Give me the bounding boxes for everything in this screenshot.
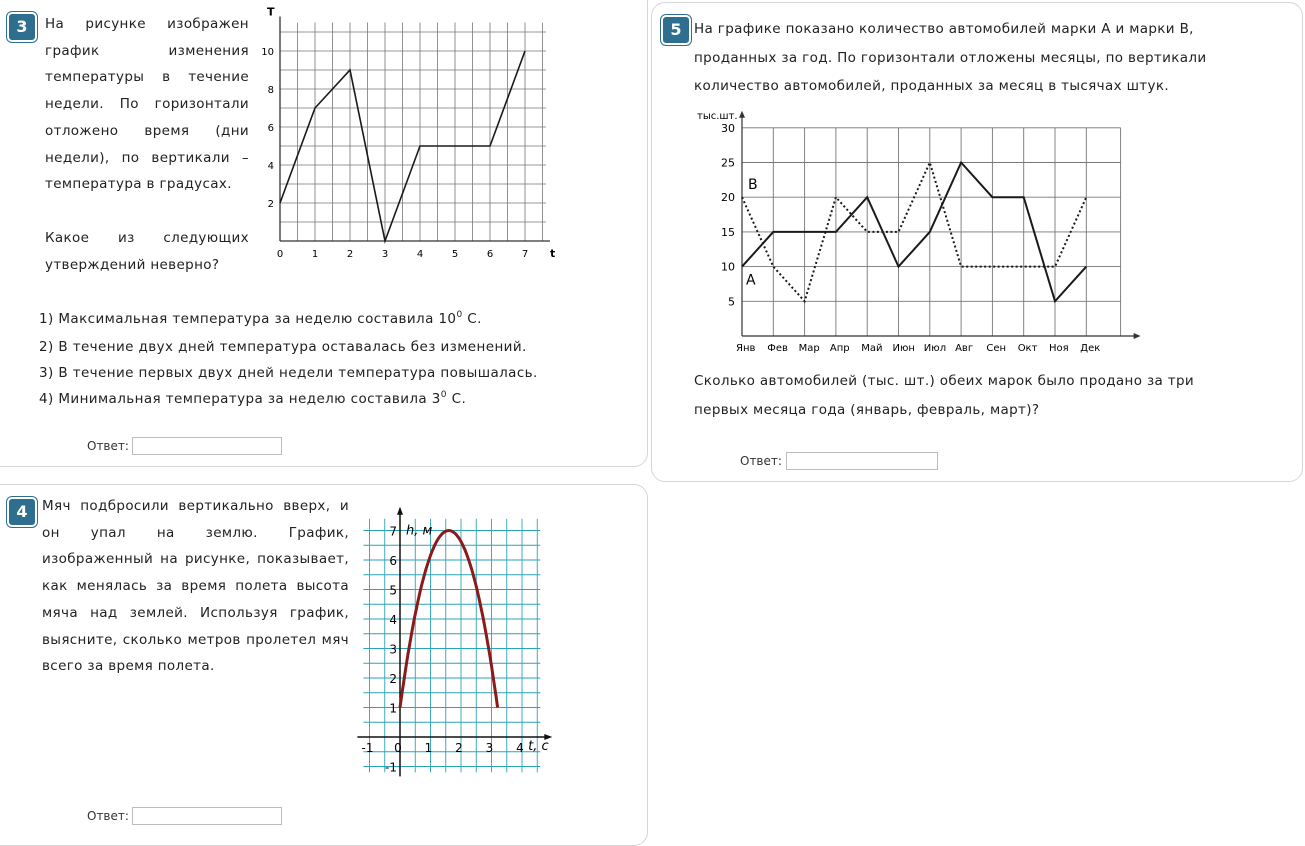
task-3-number: 3: [7, 12, 37, 42]
y-tick-label: 7: [389, 524, 397, 539]
task-5-answer-input[interactable]: [786, 452, 938, 470]
y-tick-label: 10: [261, 47, 274, 58]
temperature-chart: [261, 5, 562, 264]
text-line: он упал на землю. График,: [42, 524, 349, 541]
text-line: изображенный на рисунке, показывает,: [42, 551, 349, 568]
x-tick-label: 1: [424, 741, 433, 755]
series-a-label: A: [746, 272, 756, 289]
text-line: На рисунке изображен: [45, 16, 249, 32]
text-line: На графике показано количество автомобилей марки А и марки В,: [694, 21, 1194, 37]
y-tick-label: 10: [721, 260, 735, 274]
task-3-answer-label: Ответ:: [87, 439, 129, 453]
text-line: температуры в течение: [45, 69, 249, 86]
y-tick-label: 15: [721, 225, 735, 239]
text-line: проданных за год. По горизонтали отложены месяцы, по вертикали: [694, 49, 1207, 66]
y-tick-label: 20: [721, 191, 735, 205]
y-tick-label: 2: [267, 199, 274, 210]
text-line: Какое из следующих: [45, 230, 249, 246]
task-3-options: [39, 306, 538, 414]
y-tick-label: 8: [267, 85, 274, 96]
text-line: мяча над землей. Используя график,: [42, 604, 349, 621]
text-line: недели), по вертикали –: [45, 149, 249, 166]
x-tick-label: Ноя: [1049, 343, 1069, 354]
y-tick-label: 3: [389, 642, 397, 657]
text-line: выясните, сколько метров пролетел мяч: [42, 631, 349, 648]
text-line: всего за время полета.: [42, 658, 215, 675]
answer-option: 4) Минимальная температура за неделю составила $3^0$ С.: [39, 390, 467, 407]
text-line: количество автомобилей, проданных за месяц в тысячах штук.: [694, 78, 1169, 94]
x-tick-label: 7: [521, 249, 529, 260]
task-5-question: [694, 367, 1274, 424]
y-axis-arrow: [397, 507, 403, 515]
series-b-label: B: [748, 177, 758, 194]
y-tick-label: 4: [389, 613, 397, 627]
x-tick-label: Май: [861, 343, 883, 354]
task-3-answer-input[interactable]: [132, 437, 282, 455]
answer-option: 1) Максимальная температура за неделю составила $10^0$ С.: [39, 310, 482, 327]
task-5-number: 5: [661, 15, 691, 45]
x-axis-label: t, с: [528, 739, 549, 754]
text-line: первых месяца года (январь, февраль, март)?: [694, 401, 1040, 418]
x-tick-label: Апр: [829, 343, 850, 354]
task-4-answer-label: Ответ:: [87, 809, 129, 823]
x-tick-label: -1: [361, 741, 374, 755]
x-tick-label: 1: [311, 249, 319, 260]
task-5-text: [694, 15, 1274, 101]
car-sales-chart: [690, 105, 1160, 360]
x-tick-label: Янв: [736, 343, 756, 354]
x-tick-label: Мар: [798, 343, 820, 354]
x-tick-label: 4: [416, 249, 424, 260]
x-tick-label: 2: [455, 741, 463, 755]
x-axis-label: t: [550, 247, 556, 260]
x-tick-label: 4: [516, 741, 524, 755]
x-tick-label: Дек: [1080, 343, 1101, 354]
y-axis-label: T: [267, 5, 275, 19]
x-tick-label: Авг: [955, 343, 974, 354]
x-tick-label: 5: [451, 249, 459, 260]
y-axis-label: h, м: [406, 523, 433, 539]
task-3-text: [45, 11, 249, 198]
text-line: отложено время (дни: [45, 122, 249, 139]
text-line: как менялась за время полета высота: [42, 578, 349, 595]
task-4-answer-input[interactable]: [132, 807, 282, 825]
x-tick-label: 3: [485, 741, 494, 755]
y-tick-label: 5: [728, 295, 735, 309]
text-line: Сколько автомобилей (тыс. шт.) обеих марок было продано за три: [694, 373, 1195, 389]
task-4-text: [42, 493, 349, 680]
y-tick-label: 2: [389, 672, 397, 686]
x-tick-label: 0: [394, 741, 402, 755]
task-3-question: [45, 225, 249, 278]
x-tick-label: 2: [346, 249, 354, 260]
answer-option: 3) В течение первых двух дней недели температура повышалась.: [39, 365, 538, 381]
task-5-answer-label: Ответ:: [740, 454, 782, 468]
y-tick-label: 1: [389, 701, 397, 716]
text-line: график изменения: [45, 42, 249, 59]
y-tick-label: -1: [385, 760, 397, 775]
y-tick-label: 6: [267, 123, 274, 134]
x-tick-label: Окт: [1017, 343, 1038, 354]
y-axis-arrow: [739, 111, 745, 118]
x-tick-label: Июл: [923, 343, 947, 354]
text-line: недели. По горизонтали: [45, 96, 249, 113]
x-tick-label: Сен: [986, 343, 1007, 354]
x-axis-arrow: [1134, 333, 1141, 339]
y-tick-label: 4: [267, 161, 274, 172]
x-tick-label: 6: [486, 249, 494, 260]
y-tick-label: 5: [389, 583, 397, 598]
task-4-number: 4: [7, 497, 37, 527]
answer-option: 2) В течение двух дней температура оставалась без изменений.: [39, 339, 527, 355]
ball-height-chart: [360, 508, 560, 776]
y-tick-label: 6: [389, 554, 397, 568]
x-tick-label: Фев: [767, 343, 788, 354]
x-tick-label: 3: [381, 249, 389, 260]
x-tick-label: 0: [276, 249, 284, 260]
y-tick-label: 25: [721, 156, 735, 170]
text-line: Мяч подбросили вертикально вверх, и: [42, 498, 349, 514]
x-tick-label: Июн: [892, 343, 915, 354]
text-line: утверждений неверно?: [45, 256, 220, 273]
y-axis-label: тыс.шт.: [697, 110, 738, 122]
y-tick-label: 30: [721, 121, 735, 135]
text-line: температура в градусах.: [45, 176, 232, 193]
